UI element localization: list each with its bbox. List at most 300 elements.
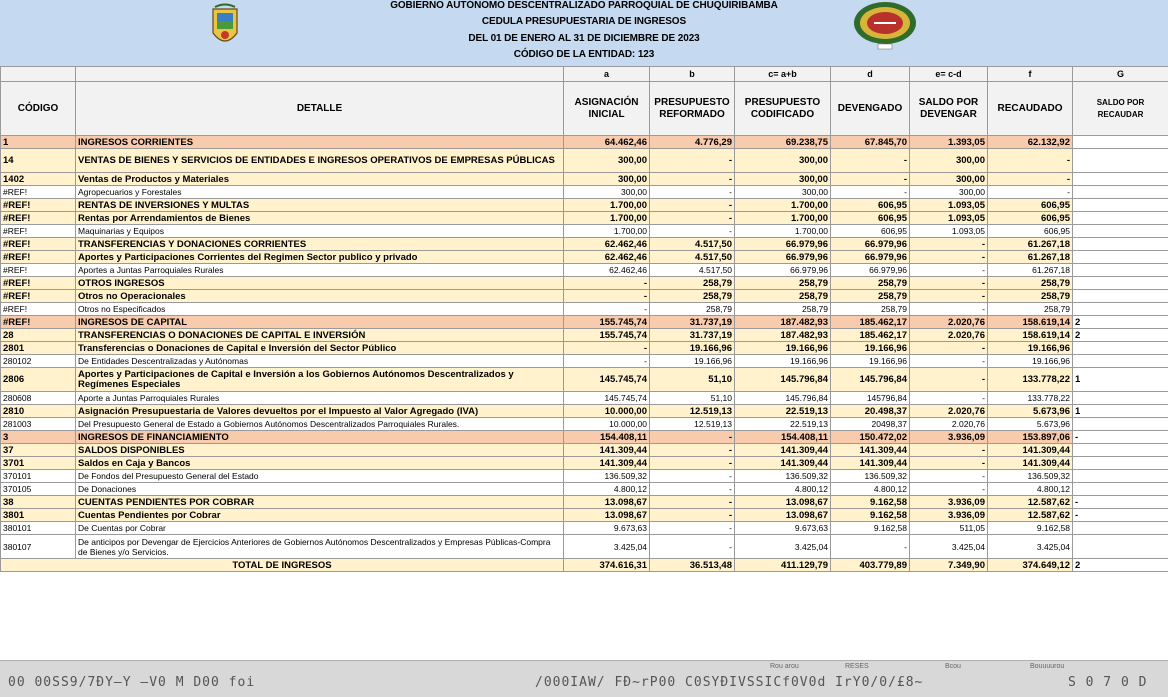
row-value-c: 300,00 [735,173,831,186]
row-value-b: - [650,212,735,225]
row-detail: TRANSFERENCIAS O DONACIONES DE CAPITAL E INVERSIÓN [76,329,564,342]
header-recaudado: RECAUDADO [988,82,1073,136]
row-value-d: 606,95 [831,225,910,238]
row-value-a: 1.700,00 [564,212,650,225]
row-detail: CUENTAS PENDIENTES POR COBRAR [76,496,564,509]
row-detail: Asignación Presupuestaria de Valores devueltos por el Impuesto al Valor Agregado (IVA) [76,405,564,418]
row-value-g [1073,173,1168,186]
row-value-e: 1.093,05 [910,225,988,238]
row-code: 38 [1,496,76,509]
row-value-b: 258,79 [650,303,735,316]
row-value-e: 2.020,76 [910,405,988,418]
row-value-d: 145796,84 [831,392,910,405]
row-code: #REF! [1,316,76,329]
row-detail: De Fondos del Presupuesto General del Estado [76,470,564,483]
total-row [1,559,1168,572]
row-code: 1402 [1,173,76,186]
row-value-e: 2.020,76 [910,418,988,431]
row-value-b: 4.517,50 [650,264,735,277]
row-value-a: - [564,342,650,355]
row-value-a: - [564,290,650,303]
row-value-d: 9.162,58 [831,509,910,522]
table-row [1,405,1168,418]
table-row [1,225,1168,238]
row-value-d: - [831,149,910,173]
header-detalle: DETALLE [76,82,564,136]
row-detail: Aportes a Juntas Parroquiales Rurales [76,264,564,277]
row-value-g [1073,342,1168,355]
row-value-a: - [564,303,650,316]
row-detail: INGRESOS DE FINANCIAMIENTO [76,431,564,444]
row-value-e: 1.393,05 [910,136,988,149]
row-value-a: - [564,355,650,368]
row-value-b: 51,10 [650,392,735,405]
row-detail: Del Presupuesto General de Estado a Gobiernos Autónomos Descentralizados Parroquiales Rurales. [76,418,564,431]
row-value-a: 10.000,00 [564,405,650,418]
table-row [1,418,1168,431]
row-value-d: - [831,535,910,559]
row-value-f: 158.619,14 [988,329,1073,342]
row-value-c: 66.979,96 [735,264,831,277]
header-codigo: CÓDIGO [1,82,76,136]
row-value-b: 31.737,19 [650,316,735,329]
row-value-e: - [910,483,988,496]
row-code: #REF! [1,264,76,277]
table-row [1,470,1168,483]
row-value-c: 4.800,12 [735,483,831,496]
row-value-e: - [910,251,988,264]
row-value-f: 61.267,18 [988,264,1073,277]
row-value-d: 19.166,96 [831,355,910,368]
row-value-c: 1.700,00 [735,225,831,238]
letter-e: e= c-d [910,67,988,82]
row-value-a: 155.745,74 [564,329,650,342]
row-value-c: 258,79 [735,303,831,316]
total-c: 411.129,79 [735,559,831,572]
row-value-f: 606,95 [988,199,1073,212]
row-code: 380107 [1,535,76,559]
row-value-c: 13.098,67 [735,509,831,522]
row-value-d: 67.845,70 [831,136,910,149]
table-row [1,496,1168,509]
row-value-d: - [831,173,910,186]
row-value-c: 13.098,67 [735,496,831,509]
row-value-a: 141.309,44 [564,457,650,470]
row-value-a: 300,00 [564,149,650,173]
row-value-g [1073,149,1168,173]
row-code: #REF! [1,251,76,264]
row-detail: SALDOS DISPONIBLES [76,444,564,457]
row-detail: INGRESOS CORRIENTES [76,136,564,149]
row-value-g [1073,392,1168,405]
row-code: 281003 [1,418,76,431]
footer-left-text: 00 00SS9/7ÐY—Y —V0 M D00 foi [8,675,255,690]
row-value-c: 145.796,84 [735,392,831,405]
row-value-e: 300,00 [910,149,988,173]
letter-b: b [650,67,735,82]
row-detail: Aportes y Participaciones Corrientes del Regimen Sector publico y privado [76,251,564,264]
row-value-a: 300,00 [564,186,650,199]
row-detail: De Cuentas por Cobrar [76,522,564,535]
table-row [1,212,1168,225]
row-value-d: 4.800,12 [831,483,910,496]
row-value-f: 258,79 [988,290,1073,303]
row-value-e: - [910,277,988,290]
table-row [1,316,1168,329]
row-value-b: - [650,522,735,535]
row-value-e: - [910,457,988,470]
row-value-c: 300,00 [735,186,831,199]
row-detail: Cuentas Pendientes por Cobrar [76,509,564,522]
row-value-e: - [910,303,988,316]
row-value-e: - [910,444,988,457]
header-saldo-por-recaudar: SALDO POR RECAUDAR [1073,82,1168,136]
row-code: 28 [1,329,76,342]
row-value-g: 2 [1073,316,1168,329]
row-value-c: 145.796,84 [735,368,831,392]
row-detail: OTROS INGRESOS [76,277,564,290]
row-value-b: 51,10 [650,368,735,392]
row-value-c: 258,79 [735,277,831,290]
row-value-d: 185.462,17 [831,316,910,329]
header-asignacion-inicial: ASIGNACIÓN INICIAL [564,82,650,136]
row-value-f: 141.309,44 [988,444,1073,457]
row-value-f: 141.309,44 [988,457,1073,470]
row-value-e: 3.425,04 [910,535,988,559]
row-value-b: - [650,509,735,522]
row-code: 380101 [1,522,76,535]
row-value-d: - [831,186,910,199]
row-detail: TRANSFERENCIAS Y DONACIONES CORRIENTES [76,238,564,251]
row-value-g [1073,277,1168,290]
entity-code: CÓDIGO DE LA ENTIDAD: 123 [0,49,1168,60]
row-value-f: 258,79 [988,303,1073,316]
table-row [1,264,1168,277]
row-value-a: 9.673,63 [564,522,650,535]
row-value-g [1073,225,1168,238]
table-row [1,457,1168,470]
row-value-d: 66.979,96 [831,238,910,251]
row-value-g [1073,535,1168,559]
row-value-g: 1 [1073,405,1168,418]
row-value-f: 606,95 [988,212,1073,225]
table-row [1,238,1168,251]
row-value-e: 300,00 [910,173,988,186]
row-code: 280608 [1,392,76,405]
row-value-e: 2.020,76 [910,329,988,342]
table-row [1,368,1168,392]
footer-end-text: S 0 7 0 D [1068,675,1147,690]
row-code: #REF! [1,212,76,225]
row-value-c: 19.166,96 [735,355,831,368]
row-value-b: - [650,444,735,457]
row-value-d: 9.162,58 [831,522,910,535]
row-value-g: - [1073,509,1168,522]
row-value-c: 1.700,00 [735,212,831,225]
row-code: 2801 [1,342,76,355]
row-value-f: - [988,173,1073,186]
row-value-d: 141.309,44 [831,457,910,470]
budget-table [0,66,1168,572]
header-devengado: DEVENGADO [831,82,910,136]
row-value-e: 1.093,05 [910,212,988,225]
row-value-a: 136.509,32 [564,470,650,483]
row-value-b: - [650,431,735,444]
row-value-f: 62.132,92 [988,136,1073,149]
row-detail: De anticipos por Devengar de Ejercicios Anteriores de Gobiernos Autónomos Descentralizados y Empresas Públicas-Compra de Bienes y/o Servicios. [76,535,564,559]
row-code: 37 [1,444,76,457]
row-value-e: 1.093,05 [910,199,988,212]
row-code: #REF! [1,225,76,238]
row-value-e: 300,00 [910,186,988,199]
row-value-b: - [650,483,735,496]
row-value-b: - [650,457,735,470]
letter-g: G [1073,67,1168,82]
column-letters-row [1,67,1168,82]
row-value-g [1073,199,1168,212]
row-value-e: 2.020,76 [910,316,988,329]
row-detail: Saldos en Caja y Bancos [76,457,564,470]
row-value-e: - [910,342,988,355]
row-value-f: 9.162,58 [988,522,1073,535]
row-value-g [1073,303,1168,316]
row-value-f: 19.166,96 [988,355,1073,368]
row-value-f: 606,95 [988,225,1073,238]
table-row [1,509,1168,522]
row-detail: Maquinarias y Equipos [76,225,564,238]
row-value-d: 258,79 [831,290,910,303]
row-value-b: - [650,535,735,559]
total-e: 7.349,90 [910,559,988,572]
row-value-f: 4.800,12 [988,483,1073,496]
row-value-a: 10.000,00 [564,418,650,431]
footer-small-3: Bcou [945,663,961,670]
total-g: 2 [1073,559,1168,572]
row-value-g [1073,238,1168,251]
row-value-b: 258,79 [650,290,735,303]
row-value-c: 66.979,96 [735,238,831,251]
row-value-a: 62.462,46 [564,264,650,277]
row-value-e: - [910,355,988,368]
row-value-e: - [910,368,988,392]
row-value-d: 258,79 [831,277,910,290]
row-value-d: 19.166,96 [831,342,910,355]
footer-small-1: Rou arou [770,663,799,670]
row-value-a: 64.462,46 [564,136,650,149]
row-detail: De Entidades Descentralizadas y Autónomas [76,355,564,368]
table-row [1,277,1168,290]
total-a: 374.616,31 [564,559,650,572]
row-value-g [1073,264,1168,277]
row-value-b: 19.166,96 [650,355,735,368]
row-value-b: 19.166,96 [650,342,735,355]
entity-name: GOBIERNO AUTÓNOMO DESCENTRALIZADO PARROQUIAL DE CHUQUIRIBAMBA [0,0,1168,11]
row-value-f: - [988,149,1073,173]
row-detail: Rentas por Arrendamientos de Bienes [76,212,564,225]
row-value-g [1073,457,1168,470]
table-row [1,392,1168,405]
total-d: 403.779,89 [831,559,910,572]
row-value-a: 13.098,67 [564,496,650,509]
row-value-f: 136.509,32 [988,470,1073,483]
row-value-g [1073,355,1168,368]
row-value-b: 12.519,13 [650,405,735,418]
row-value-g [1073,444,1168,457]
row-code: 370105 [1,483,76,496]
letter-a: a [564,67,650,82]
row-value-f: 12.587,62 [988,496,1073,509]
row-detail: Otros no Especificados [76,303,564,316]
row-code: #REF! [1,186,76,199]
row-value-b: - [650,470,735,483]
row-value-c: 22.519,13 [735,405,831,418]
row-value-b: 258,79 [650,277,735,290]
row-value-b: - [650,149,735,173]
table-row [1,173,1168,186]
row-value-c: 1.700,00 [735,199,831,212]
total-f: 374.649,12 [988,559,1073,572]
table-row [1,329,1168,342]
table-row [1,355,1168,368]
row-value-d: 20.498,37 [831,405,910,418]
row-value-b: - [650,225,735,238]
row-value-a: 13.098,67 [564,509,650,522]
row-value-e: 3.936,09 [910,496,988,509]
row-value-f: 133.778,22 [988,368,1073,392]
row-value-g [1073,470,1168,483]
row-value-c: 19.166,96 [735,342,831,355]
row-code: 3 [1,431,76,444]
row-value-a: 141.309,44 [564,444,650,457]
header-saldo-por-devengar: SALDO POR DEVENGAR [910,82,988,136]
row-value-g [1073,136,1168,149]
row-value-e: - [910,238,988,251]
row-value-g: - [1073,431,1168,444]
row-detail: Otros no Operacionales [76,290,564,303]
row-value-c: 22.519,13 [735,418,831,431]
row-value-c: 136.509,32 [735,470,831,483]
total-b: 36.513,48 [650,559,735,572]
row-value-b: - [650,186,735,199]
row-value-c: 300,00 [735,149,831,173]
row-value-f: 133.778,22 [988,392,1073,405]
table-row [1,342,1168,355]
row-value-a: 300,00 [564,173,650,186]
row-value-e: 3.936,09 [910,509,988,522]
row-value-c: 187.482,93 [735,316,831,329]
row-value-a: 145.745,74 [564,392,650,405]
table-row [1,149,1168,173]
row-value-c: 187.482,93 [735,329,831,342]
row-value-a: 1.700,00 [564,225,650,238]
row-code: 370101 [1,470,76,483]
row-detail: Transferencias o Donaciones de Capital e Inversión del Sector Público [76,342,564,355]
row-code: 280102 [1,355,76,368]
footer-small-2: RESES [845,663,869,670]
row-value-b: - [650,496,735,509]
row-value-g [1073,290,1168,303]
row-code: 1 [1,136,76,149]
row-value-f: 5.673,96 [988,405,1073,418]
row-code: 2806 [1,368,76,392]
table-row [1,186,1168,199]
row-value-c: 141.309,44 [735,457,831,470]
row-value-f: - [988,186,1073,199]
row-detail: Agropecuarios y Forestales [76,186,564,199]
row-code: #REF! [1,303,76,316]
row-value-f: 153.897,06 [988,431,1073,444]
row-value-b: 4.517,50 [650,251,735,264]
row-code: #REF! [1,290,76,303]
row-code: #REF! [1,277,76,290]
row-value-a: 4.800,12 [564,483,650,496]
row-value-c: 141.309,44 [735,444,831,457]
row-value-f: 158.619,14 [988,316,1073,329]
row-value-d: 66.979,96 [831,251,910,264]
row-value-b: 31.737,19 [650,329,735,342]
total-label: TOTAL DE INGRESOS [1,559,564,572]
row-value-g: 2 [1073,329,1168,342]
table-row [1,522,1168,535]
row-value-c: 66.979,96 [735,251,831,264]
table-row [1,483,1168,496]
row-value-b: 4.776,29 [650,136,735,149]
row-value-d: 606,95 [831,199,910,212]
row-value-d: 606,95 [831,212,910,225]
footer-small-4: Bouuuurou [1030,663,1064,670]
row-value-f: 12.587,62 [988,509,1073,522]
report-header [0,0,1168,66]
table-row [1,251,1168,264]
row-detail: De Donaciones [76,483,564,496]
row-detail: Aporte a Juntas Parroquiales Rurales [76,392,564,405]
column-header-row [1,82,1168,136]
row-value-c: 3.425,04 [735,535,831,559]
row-value-g [1073,483,1168,496]
header-presupuesto-codificado: PRESUPUESTO CODIFICADO [735,82,831,136]
table-row [1,290,1168,303]
row-code: 2810 [1,405,76,418]
row-value-f: 61.267,18 [988,251,1073,264]
row-detail: INGRESOS DE CAPITAL [76,316,564,329]
row-value-a: 154.408,11 [564,431,650,444]
letter-f: f [988,67,1073,82]
row-code: #REF! [1,199,76,212]
row-value-b: - [650,173,735,186]
row-value-f: 19.166,96 [988,342,1073,355]
row-value-g: - [1073,496,1168,509]
row-value-d: 258,79 [831,303,910,316]
row-value-g [1073,522,1168,535]
row-value-c: 9.673,63 [735,522,831,535]
row-code: 3701 [1,457,76,470]
row-value-d: 136.509,32 [831,470,910,483]
letter-c: c= a+b [735,67,831,82]
row-value-e: - [910,392,988,405]
row-detail: Ventas de Productos y Materiales [76,173,564,186]
row-value-g: 1 [1073,368,1168,392]
row-value-g [1073,251,1168,264]
row-value-a: 62.462,46 [564,251,650,264]
row-value-c: 258,79 [735,290,831,303]
row-value-d: 66.979,96 [831,264,910,277]
row-value-a: - [564,277,650,290]
row-value-c: 154.408,11 [735,431,831,444]
row-value-a: 62.462,46 [564,238,650,251]
report-period: DEL 01 DE ENERO AL 31 DE DICIEMBRE DE 2023 [0,33,1168,44]
row-value-f: 61.267,18 [988,238,1073,251]
row-value-f: 5.673,96 [988,418,1073,431]
